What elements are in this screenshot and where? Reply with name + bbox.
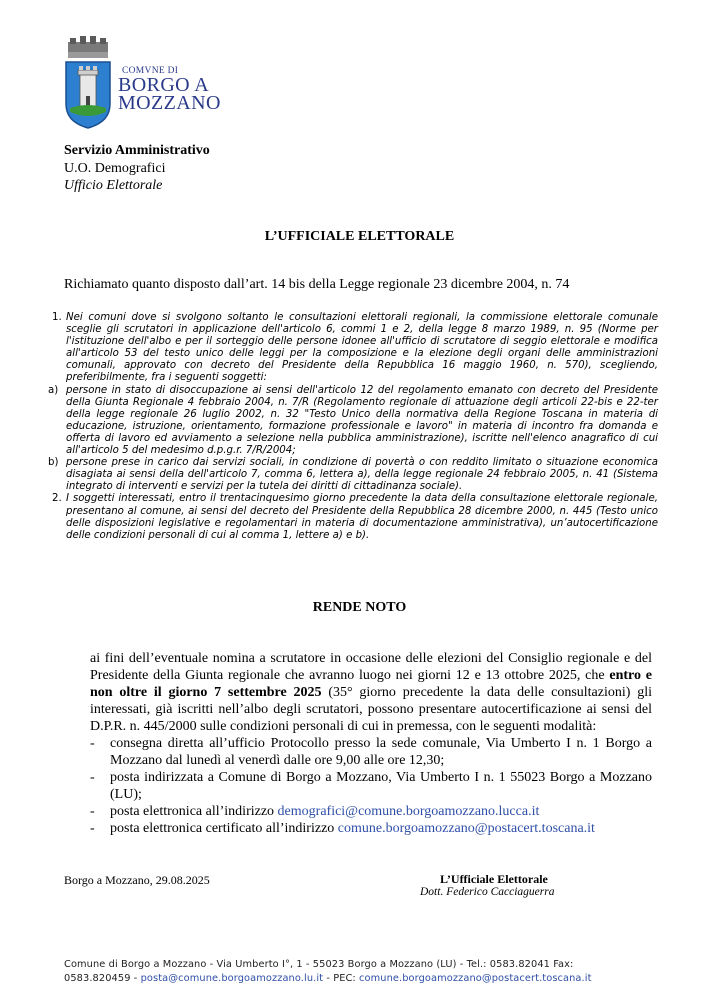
list-dash: -	[90, 821, 95, 836]
municipality-logo	[62, 36, 222, 132]
footer-fax: 0583.820459 -	[64, 973, 141, 984]
legal-item-marker: 2.	[52, 493, 62, 505]
notice-text: (35° giorno precedente la data delle consultazioni) gli interessati, già iscritti nell’albo degli scrutatori, possono presentare autocertificazione ai sensi del D.P.R. n. 445/2000 sulle condizioni personali di cui in premessa, con le seguenti modalità:	[90, 685, 652, 734]
place-date: Borgo a Mozzano, 29.08.2025	[64, 873, 210, 887]
notice-paragraph	[90, 650, 652, 735]
legal-item	[48, 457, 658, 493]
notice-text: ai fini dell’eventuale nomina a scrutatore in occasione delle elezioni del Consiglio regionale e del Presidente della Giunta regionale che avranno luogo nei giorni 12 e 13 ottobre 2025, che	[90, 651, 652, 683]
legal-item	[48, 312, 658, 385]
logo-text-borgo: BORGO A	[118, 74, 210, 96]
notice-body	[90, 650, 652, 837]
legal-item	[48, 493, 658, 541]
office-unit: U.O. Demografici	[64, 161, 166, 176]
legal-item-text: Nei comuni dove si svolgono soltanto le consultazioni elettorali regionali, la commissione elettorale comunale sceglie gli scrutatori in applicazione dell'articolo 6, commi 1 e 2, della legge 8 marzo 1989, n. 95 (Norme per l'istituzione dell'albo e per il sorteggio delle persone idonee all'ufficio di scrutatore di seggio elettorale e modifica all'articolo 53 del testo unico delle leggi per la composizione e la elezione degli organi delle amministrazioni comunali, approvato con decreto del Presidente della Repubblica 16 maggio 1960, n. 570), scegliendo, preferibilmente, fra i seguenti soggetti:	[66, 312, 658, 384]
logo-text-mozzano: MOZZANO	[118, 92, 221, 114]
footer-pec-label: - PEC:	[323, 973, 360, 984]
office-service: Servizio Amministrativo	[64, 143, 210, 158]
list-dash: -	[90, 736, 95, 751]
footer-pec-link[interactable]: comune.borgoamozzano@postacert.toscana.it	[359, 973, 592, 984]
footer-email-link[interactable]: posta@comune.borgoamozzano.lu.it	[140, 973, 324, 984]
list-dash: -	[90, 770, 95, 785]
document-title: L’UFFICIALE ELETTORALE	[264, 229, 455, 244]
list-item	[90, 769, 652, 803]
legal-item-text: I soggetti interessati, entro il trentacinquesimo giorno precedente la data della consultazione elettorale regionale, presentano al comune, ai sensi del decreto del Presidente della Repubblica 28 dicembre 2000, n. 445 (Testo unico delle disposizioni legislative e regolamentari in materia di documentazione amministrativa), un’autocertificazione delle condizioni personali di cui al comma 1, lettere a) e b).	[66, 493, 658, 541]
legal-item-marker: 1.	[52, 312, 62, 323]
crest-icon	[62, 36, 118, 132]
list-item-text: posta elettronica certificato all’indirizzo	[110, 821, 338, 836]
list-dash: -	[90, 804, 95, 819]
deadline-text: entro e non oltre il giorno 7 settembre 2025	[90, 668, 652, 700]
list-item-text: posta elettronica all’indirizzo	[110, 804, 278, 819]
legal-item-marker: b)	[48, 457, 59, 469]
signatory-name: Dott. Federico Cacciaguerra	[420, 886, 555, 898]
submission-modes-list	[90, 735, 652, 837]
legal-excerpt	[48, 312, 658, 542]
list-item	[90, 820, 652, 837]
page-footer	[64, 958, 664, 986]
section-heading: RENDE NOTO	[312, 600, 407, 615]
footer-contacts	[64, 972, 664, 986]
logo-text-comune: COMVNE DI	[122, 66, 179, 76]
legal-item-text: persone in stato di disoccupazione ai sensi dell'articolo 12 del regolamento emanato con decreto del Presidente della Giunta Regionale 4 febbraio 2004, n. 7/R (Regolamento regionale di attuazione degli articoli 22-bis e 22-ter della legge regionale 26 luglio 2002, n. 32 "Testo Unico della normativa della Regione Toscana in materia di educazione, istruzione, orientamento, formazione professionale e lavoro" in materia di incontro fra domanda e offerta di lavoro ed avviamento a selezione nella pubblica amministrazione), iscritte nell'elenco anagrafico di cui all'articolo 5 del medesimo d.p.g.r. 7/R/2004;	[66, 384, 658, 457]
list-item	[90, 735, 652, 769]
list-item-text: consegna diretta all’ufficio Protocollo presso la sede comunale, Via Umberto I n. 1 Borgo a Mozzano dal lunedì al venerdì dalle ore 9,00 alle ore 12,30;	[110, 736, 652, 768]
signatory-title: L’Ufficiale Elettorale	[440, 872, 548, 886]
list-item-text: posta indirizzata a Comune di Borgo a Mozzano, Via Umberto I n. 1 55023 Borgo a Mozzano (LU);	[110, 770, 652, 802]
office-department: Ufficio Elettorale	[64, 178, 163, 193]
footer-address: Comune di Borgo a Mozzano - Via Umberto I°, 1 - 55023 Borgo a Mozzano (LU) - Tel.: 0583.82041 Fax:	[64, 959, 574, 970]
legal-item-marker: a)	[48, 384, 59, 396]
legal-item	[48, 385, 658, 458]
intro-paragraph: Richiamato quanto disposto dall’art. 14 bis della Legge regionale 23 dicembre 2004, n. 74	[64, 277, 570, 292]
legal-item-text: persone prese in carico dai servizi sociali, in condizione di povertà o con reddito limitato o situazione economica disagiata ai sensi della dell'articolo 7, comma 6, lettera a), della legge regionale 24 febbraio 2005, n. 41 (Sistema integrato di interventi e servizi per la tutela dei diritti di cittadinanza sociale).	[66, 457, 658, 493]
email-link[interactable]: demografici@comune.borgoamozzano.lucca.it	[277, 804, 540, 819]
list-item	[90, 803, 652, 820]
pec-link[interactable]: comune.borgoamozzano@postacert.toscana.it	[337, 821, 595, 836]
